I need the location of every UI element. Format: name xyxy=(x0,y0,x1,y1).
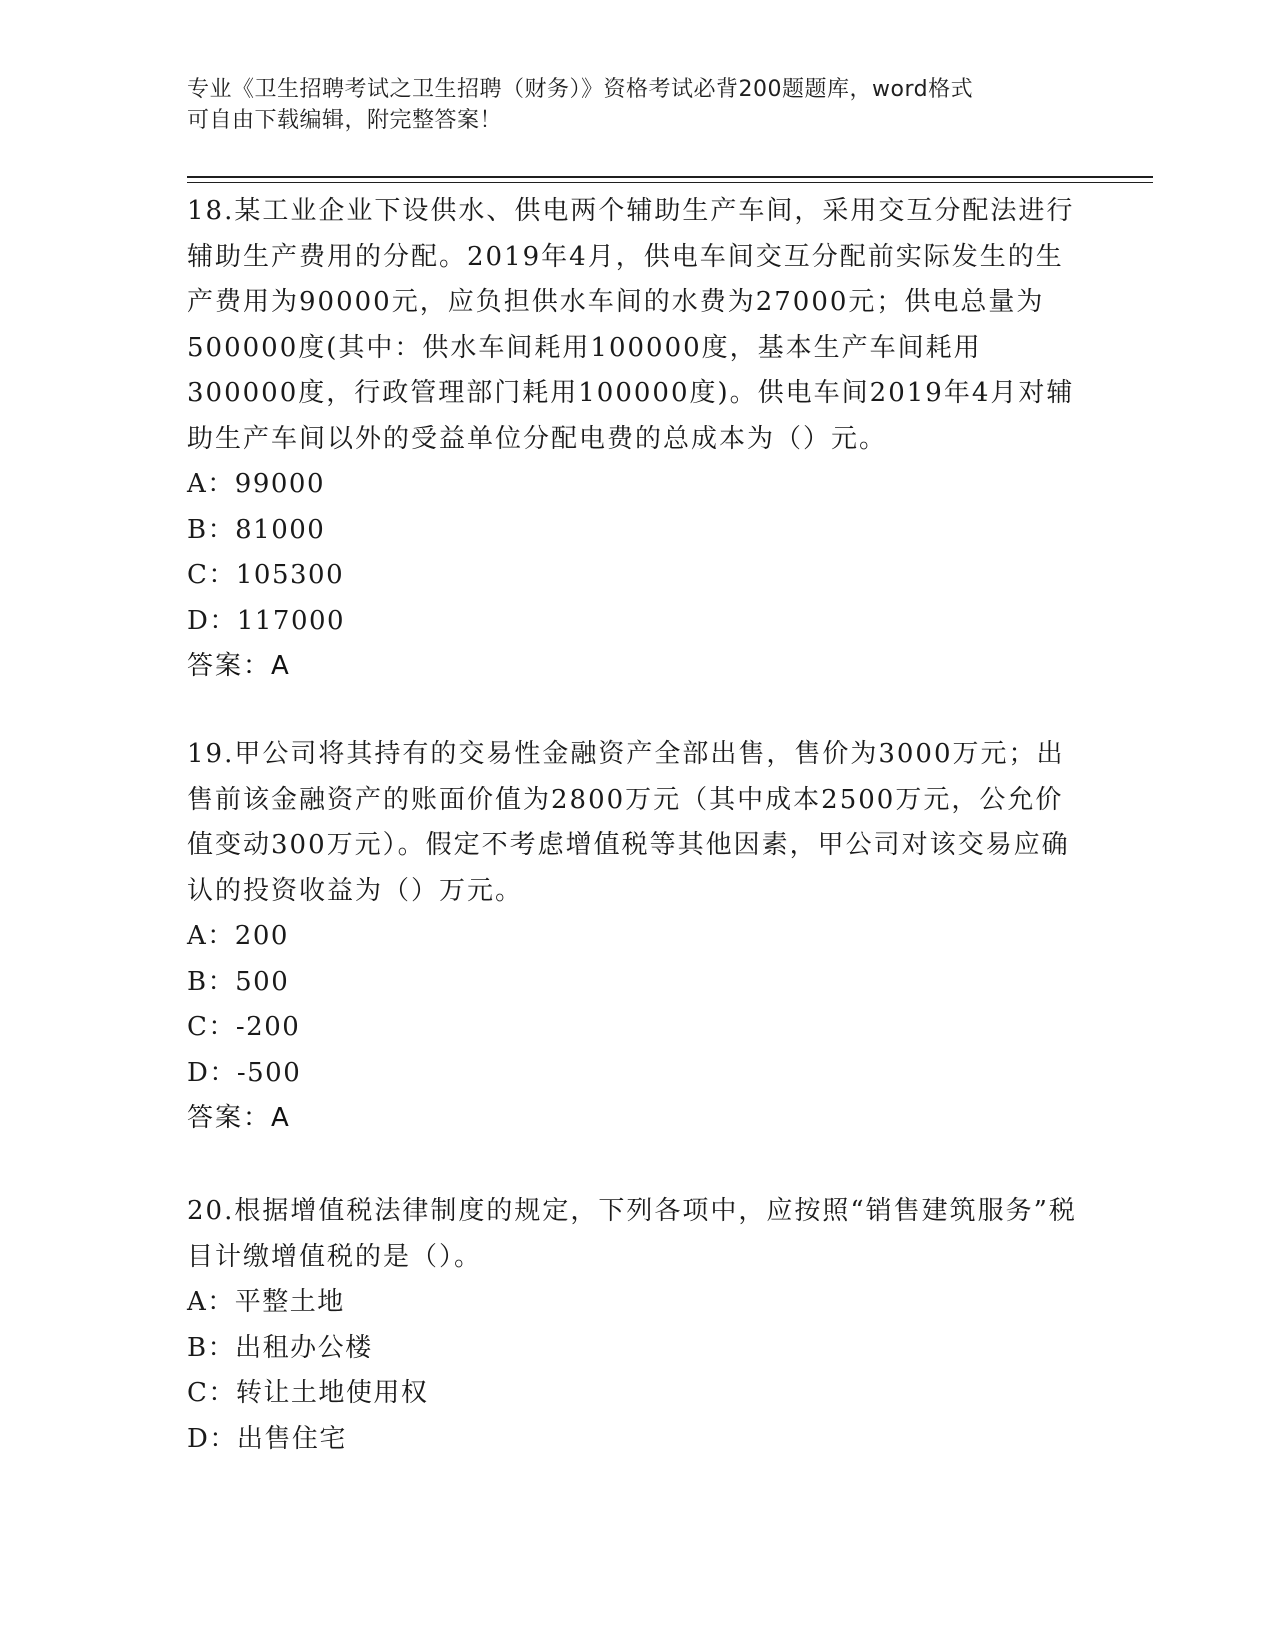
question-stem: 20.根据增值税法律制度的规定，下列各项中，应按照“销售建筑服务”税目计缴增值税的是（）。 xyxy=(187,1196,1077,1272)
header-line-1: 专业《卫生招聘考试之卫生招聘（财务）》资格考试必背200题题库，word格式 xyxy=(187,77,974,102)
document-header xyxy=(187,74,1067,136)
option-b: B：500 xyxy=(187,966,290,997)
header-rule-thick xyxy=(187,176,1153,178)
option-d: D：117000 xyxy=(187,605,346,636)
option-c: C：转让土地使用权 xyxy=(187,1378,429,1408)
header-rule-thin xyxy=(187,182,1153,183)
question-18 xyxy=(187,189,1087,690)
option-c: C：-200 xyxy=(187,1012,301,1042)
answer-line: 答案：A xyxy=(187,651,291,681)
question-stem: 19.甲公司将其持有的交易性金融资产全部出售，售价为3000万元；出售前该金融资产的账面价值为2800万元（其中成本2500万元，公允价值变动300万元）。假定不考虑增值税等其他因素，甲公司对该交易应确认的投资收益为（）万元。 xyxy=(187,739,1070,906)
option-a: A：99000 xyxy=(187,469,325,499)
question-19 xyxy=(187,732,1087,1142)
option-d: D：-500 xyxy=(187,1057,302,1088)
option-d: D：出售住宅 xyxy=(187,1423,347,1454)
option-c: C：105300 xyxy=(187,560,345,590)
question-stem: 18.某工业企业下设供水、供电两个辅助生产车间，采用交互分配法进行辅助生产费用的分配。2019年4月，供电车间交互分配前实际发生的生产费用为90000元，应负担供水车间的水费为27000元；供电总量为500000度(其中：供水车间耗用100000度，基本生产车间耗用300000度，行政管理部门耗用100000度)。供电车间2019年4月对辅助生产车间以外的受益单位分配电费的总成本为（）元。 xyxy=(187,196,1075,454)
answer-line: 答案：A xyxy=(187,1103,291,1133)
question-20 xyxy=(187,1189,1087,1462)
option-a: A：平整土地 xyxy=(187,1287,345,1317)
option-a: A：200 xyxy=(187,921,289,951)
option-b: B：出租办公楼 xyxy=(187,1332,373,1363)
header-line-2: 可自由下载编辑，附完整答案！ xyxy=(187,108,503,133)
option-b: B：81000 xyxy=(187,514,326,545)
